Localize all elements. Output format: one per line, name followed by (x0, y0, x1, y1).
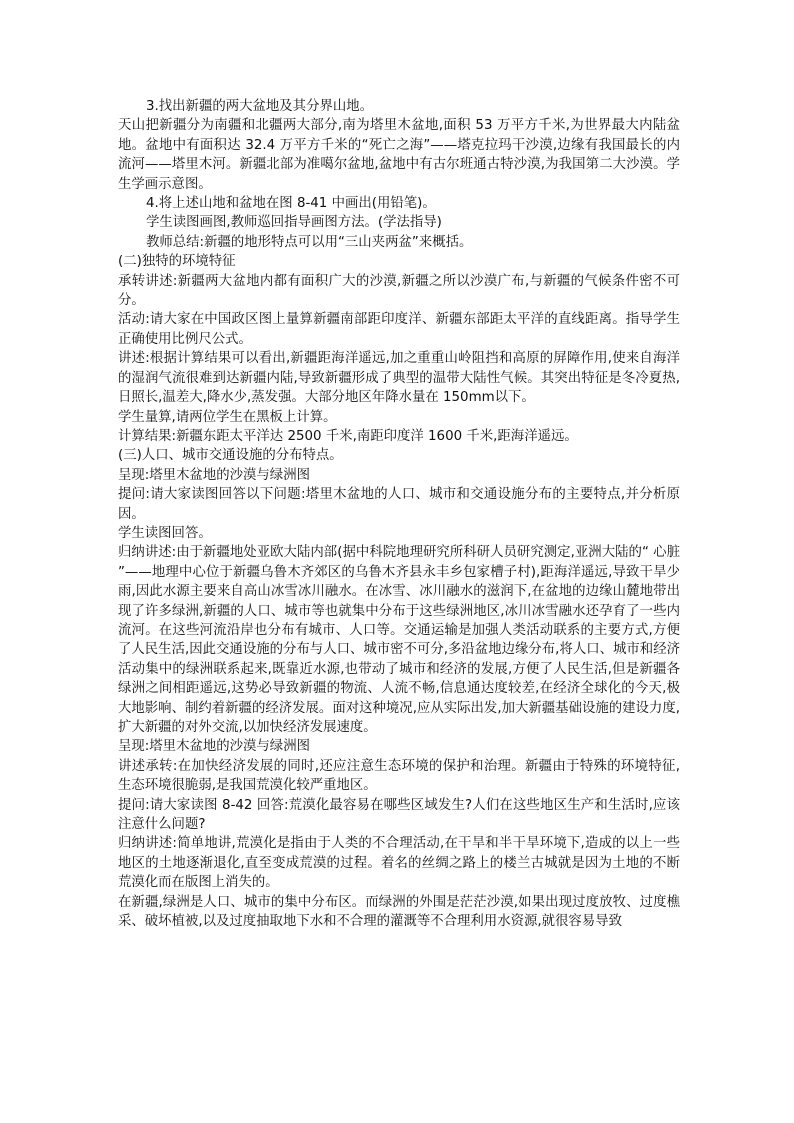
paragraph: 归纳讲述:由于新疆地处亚欧大陆内部(据中科院地理研究所科研人员研究测定,亚洲大陆的“ 心脏 ”——地理中心位于新疆乌鲁木齐郊区的乌鲁木齐县永丰乡包家槽子村),距海洋遥远,导致干旱少雨,因此水源主要来自高山冰雪冰川融水。在冰雪、冰川融水的滋润下,在盆地的边缘山麓地带出现了许多绿洲,新疆的人口、城市等也就集中分布于这些绿洲地区,冰川冰雪融水还孕育了一些内流河。在这些河流沿岸也分布有城市、人口等。交通运输是加强人类活动联系的主要方式,方便了人民生活,因此交通设施的分布与人口、城市密不可分,多沿盆地边缘分布,将人口、城市和经济活动集中的绿洲联系起来,既靠近水源,也带动了城市和经济的发展,方便了人民生活,但是新疆各绿洲之间相距遥远,这势必导致新疆的物流、人流不畅,信息通达度较差,在经济全球化的今天,极大地影响、制约着新疆的经济发展。面对这种境况,应从实际出发,加大新疆基础设施的建设力度,扩大新疆的对外交流,以加快经济发展速度。 (118, 545, 680, 735)
paragraph: 计算结果:新疆东距太平洋达 2500 千米,南距印度洋 1600 千米,距海洋遥远。 (118, 428, 578, 444)
section-heading: (二)独特的环境特征 (118, 254, 236, 270)
paragraph: 活动:请大家在中国政区图上量算新疆南部距印度洋、新疆东部距太平洋的直线距离。指导学生正确使用比例尺公式。 (118, 312, 680, 347)
section-heading: (三)人口、城市交通设施的分布特点。 (118, 448, 343, 464)
paragraph: 呈现:塔里木盆地的沙漠与绿洲图 (118, 739, 310, 755)
paragraph: 在新疆,绿洲是人口、城市的集中分布区。而绿洲的外围是茫茫沙漠,如果出现过度放牧、过度樵采、破坏植被,以及过度抽取地下水和不合理的灌溉等不合理利用水资源,就很容易导致 (118, 894, 680, 930)
paragraph: 讲述:根据计算结果可以看出,新疆距海洋遥远,加之重重山岭阻挡和高原的屏障作用,使来自海洋的湿润气流很难到达新疆内陆,导致新疆形成了典型的温带大陆性气候。其突出特征是冬冷夏热,日照长,温差大,降水少,蒸发强。大部分地区年降水量在 150mm以下。 (118, 351, 680, 406)
paragraph: 学生读图回答。 (118, 525, 212, 541)
paragraph: 提问:请大家读图 8-42 回答:荒漠化最容易在哪些区域发生?人们在这些地区生产和生活时,应该注意什么问题? (118, 797, 680, 833)
paragraph: 承转讲述:新疆两大盆地内都有面积广大的沙漠,新疆之所以沙漠广布,与新疆的气候条件密不可分。 (118, 273, 680, 309)
paragraph: 学生量算,请两位学生在黑板上计算。 (118, 409, 337, 425)
paragraph: 讲述承转:在加快经济发展的同时,还应注意生态环境的保护和治理。新疆由于特殊的环境特征,生态环境很脆弱,是我国荒漠化较严重地区。 (118, 758, 680, 794)
paragraph: 学生读图画图,教师巡回指导画图方法。(学法指导) (146, 215, 442, 231)
paragraph: 教师总结:新疆的地形特点可以用“三山夹两盆”来概括。 (146, 234, 473, 250)
document-body (118, 97, 680, 931)
paragraph: 4.将上述山地和盆地在图 8-41 中画出(用铅笔)。 (146, 196, 436, 212)
paragraph: 呈现:塔里木盆地的沙漠与绿洲图 (118, 467, 310, 483)
paragraph: 提问:请大家读图回答以下问题:塔里木盆地的人口、城市和交通设施分布的主要特点,并分析原因。 (118, 487, 680, 522)
paragraph: 3.找出新疆的两大盆地及其分界山地。 (146, 99, 374, 114)
paragraph: 天山把新疆分为南疆和北疆两大部分,南为塔里木盆地,面积 53 万平方千米,为世界最大内陆盆地。盆地中有面积达 32.4 万平方千米的“死亡之海”——塔克拉玛干沙漠,边缘有我国最长的内流河——塔里木河。新疆北部为准噶尔盆地,盆地中有古尔班通古特沙漠,为我国第二大沙漠。学生学画示意图。 (118, 118, 680, 192)
paragraph: 归纳讲述:简单地讲,荒漠化是指由于人类的不合理活动,在干旱和半干旱环境下,造成的以上一些地区的土地逐渐退化,直至变成荒漠的过程。着名的丝绸之路上的楼兰古城就是因为土地的不断荒漠化而在版图上消失的。 (118, 836, 680, 891)
